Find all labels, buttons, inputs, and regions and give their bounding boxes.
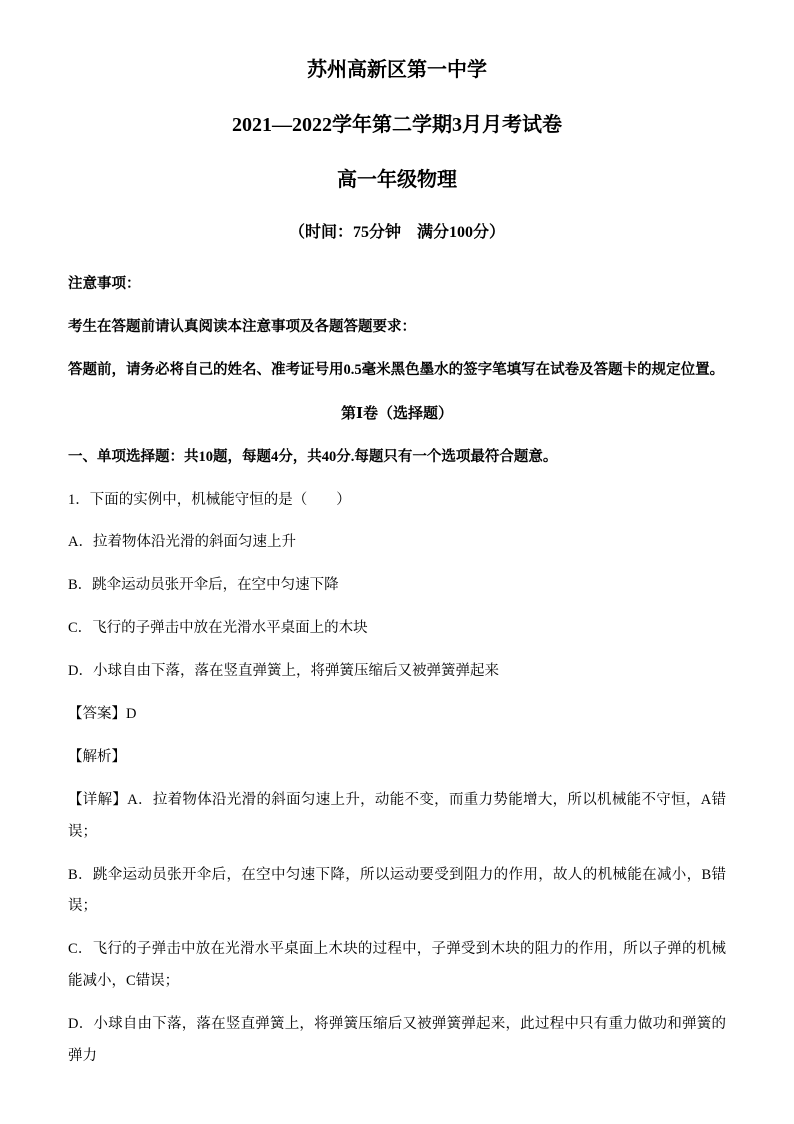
section-title: 第Ⅰ卷（选择题）	[340, 405, 454, 422]
notice-heading: 注意事项：	[68, 276, 141, 292]
exam-title: 2021—2022学年第二学期3月月考试卷	[232, 114, 562, 136]
question-1-option-c: C．飞行的子弹击中放在光滑水平桌面上的木块	[68, 620, 368, 637]
notice-line-2: 答题前，请务必将自己的姓名、准考证号用0.5毫米黑色墨水的签字笔填写在试卷及答题卡的规定位置。	[68, 361, 725, 378]
question-1-option-d: D．小球自由下落，落在竖直弹簧上，将弹簧压缩后又被弹簧弹起来	[68, 663, 499, 680]
question-1-option-a: A．拉着物体沿光滑的斜面匀速上升	[68, 534, 296, 551]
time-score-line: （时间：75分钟 满分100分）	[288, 224, 505, 241]
question-1-detail-a: 【详解】A．拉着物体沿光滑的斜面匀速上升，动能不变，而重力势能增大，所以机械能不守恒，A错误；	[68, 791, 726, 840]
question-1-option-b: B．跳伞运动员张开伞后，在空中匀速下降	[68, 577, 339, 594]
question-1-analysis-label: 【解析】	[68, 748, 126, 765]
notice-line-1: 考生在答题前请认真阅读本注意事项及各题答题要求：	[68, 318, 416, 335]
question-1-answer: 【答案】D	[68, 706, 137, 723]
question-1-detail-b: B．跳伞运动员张开伞后，在空中匀速下降，所以运动要受到阻力的作用，故人的机械能在减小，B错误；	[68, 866, 726, 915]
school-name-title: 苏州高新区第一中学	[307, 59, 487, 81]
grade-subject-title: 高一年级物理	[337, 169, 457, 191]
section-instruction: 一、单项选择题：共10题，每题4分，共40分.每题只有一个选项最符合题意。	[68, 448, 558, 465]
question-1-detail-c: C．飞行的子弹击中放在光滑水平桌面上木块的过程中，子弹受到木块的阻力的作用，所以子弹的机械能减小，C错误；	[68, 941, 726, 990]
question-1-detail-d: D．小球自由下落，落在竖直弹簧上，将弹簧压缩后又被弹簧弹起来，此过程中只有重力做功和弹簧的弹力	[68, 1016, 726, 1065]
question-1-block	[68, 485, 726, 1073]
question-1-stem: 1．下面的实例中，机械能守恒的是（ ）	[68, 491, 351, 508]
